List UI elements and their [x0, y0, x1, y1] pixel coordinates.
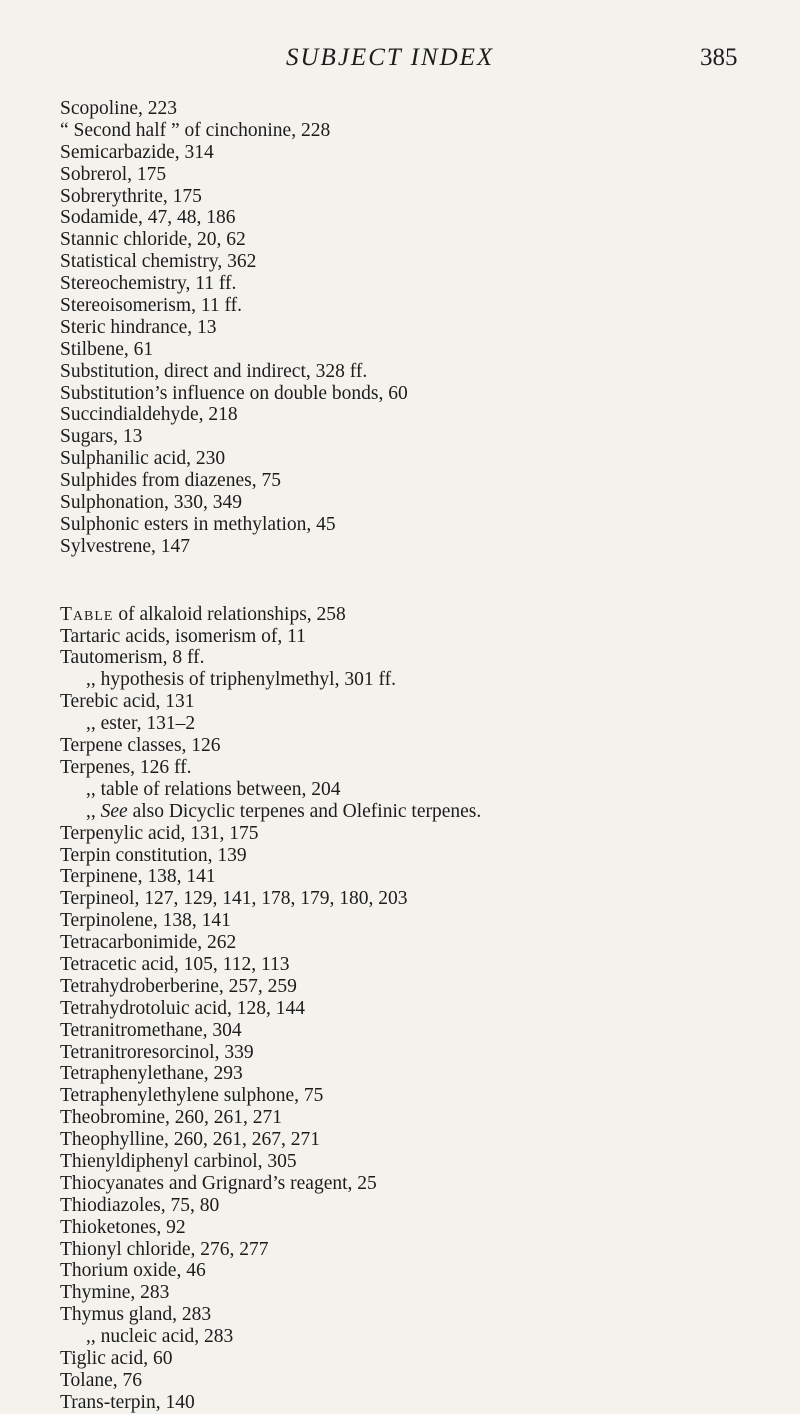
index-subentry: ,, table of relations between, 204 [86, 778, 341, 800]
index-entry: Statistical chemistry, 362 [60, 251, 257, 273]
see-reference: See [100, 800, 128, 822]
index-entries [60, 98, 790, 1414]
index-entry: Terpinolene, 138, 141 [60, 910, 231, 932]
index-entry: Stereochemistry, 11 ff. [60, 273, 237, 295]
index-subentry [60, 801, 790, 823]
small-caps-word: Table [60, 603, 114, 625]
index-entry: Tetranitromethane, 304 [60, 1019, 242, 1041]
index-entry: Sugars, 13 [60, 426, 143, 448]
index-entry: Terebic acid, 131 [60, 691, 195, 713]
index-subentry: ,, hypothesis of triphenylmethyl, 301 ff. [86, 669, 396, 691]
index-entry: Steric hindrance, 13 [60, 316, 217, 338]
index-entry: Thiocyanates and Grignard’s reagent, 25 [60, 1172, 377, 1194]
index-entry: Tetrahydroberberine, 257, 259 [60, 975, 297, 997]
index-entry: Tetraphenylethylene sulphone, 75 [60, 1085, 324, 1107]
index-entry: “ Second half ” of cinchonine, 228 [60, 119, 331, 141]
index-entry: Thioketones, 92 [60, 1216, 186, 1238]
index-entry: Thorium oxide, 46 [60, 1260, 206, 1282]
index-entry: Tetracarbonimide, 262 [60, 932, 237, 954]
index-entry: Sulphanilic acid, 230 [60, 448, 226, 470]
index-entry: Sobrerythrite, 175 [60, 185, 202, 207]
index-entry: Thiodiazoles, 75, 80 [60, 1194, 220, 1216]
index-entry: Trans-terpin, 140 [60, 1391, 195, 1413]
index-entry: Terpinene, 138, 141 [60, 866, 216, 888]
index-entry: Succindialdehyde, 218 [60, 404, 238, 426]
index-entry: Terpin constitution, 139 [60, 844, 247, 866]
index-subentry: ,, nucleic acid, 283 [86, 1326, 234, 1348]
index-entry: Scopoline, 223 [60, 98, 177, 119]
index-entry: Stilbene, 61 [60, 338, 154, 360]
index-entry: Terpineol, 127, 129, 141, 178, 179, 180, 203 [60, 888, 408, 910]
page-number: 385 [700, 44, 738, 71]
index-entry: Tolane, 76 [60, 1369, 143, 1391]
index-entry: Tetraphenylethane, 293 [60, 1063, 243, 1085]
index-entry: Terpene classes, 126 [60, 735, 221, 757]
ditto-mark: ,, [86, 800, 101, 822]
index-entry: Substitution, direct and indirect, 328 ff. [60, 360, 368, 382]
index-entry: Tautomerism, 8 ff. [60, 647, 205, 669]
index-entry: Sulphides from diazenes, 75 [60, 470, 281, 492]
index-entry: Sulphonation, 330, 349 [60, 492, 243, 514]
index-entry: Substitution’s influence on double bonds, 60 [60, 382, 408, 404]
entry-text: also Dicyclic terpenes and Olefinic terpenes. [127, 800, 482, 822]
index-entry: Semicarbazide, 314 [60, 141, 214, 163]
index-entry: Stereoisomerism, 11 ff. [60, 295, 242, 317]
index-entry: Sylvestrene, 147 [60, 535, 190, 557]
page-title: SUBJECT INDEX [286, 44, 495, 71]
index-entry: Stannic chloride, 20, 62 [60, 229, 246, 251]
index-entry [60, 604, 790, 626]
index-subentry: ,, ester, 131–2 [86, 713, 196, 735]
index-entry: Theobromine, 260, 261, 271 [60, 1107, 283, 1129]
entry-text: of alkaloid relationships, 258 [113, 603, 346, 625]
index-entry: Theophylline, 260, 261, 267, 271 [60, 1129, 320, 1151]
index-entry: Tiglic acid, 60 [60, 1347, 173, 1369]
section-gap [60, 558, 790, 604]
index-entry: Sobrerol, 175 [60, 163, 167, 185]
index-entry: Tetracetic acid, 105, 112, 113 [60, 953, 290, 975]
index-entry: Tartaric acids, isomerism of, 11 [60, 625, 306, 647]
index-entry: Thienyldiphenyl carbinol, 305 [60, 1150, 297, 1172]
index-entry: Sodamide, 47, 48, 186 [60, 207, 236, 229]
running-head [0, 44, 800, 84]
index-entry: Thymine, 283 [60, 1282, 170, 1304]
index-entry: Terpenes, 126 ff. [60, 756, 192, 778]
index-entry: Sulphonic esters in methylation, 45 [60, 513, 336, 535]
index-entry: Tetrahydrotoluic acid, 128, 144 [60, 997, 306, 1019]
index-entry: Thionyl chloride, 276, 277 [60, 1238, 269, 1260]
index-entry: Thymus gland, 283 [60, 1304, 212, 1326]
index-entry: Tetranitroresorcinol, 339 [60, 1041, 254, 1063]
index-entry: Terpenylic acid, 131, 175 [60, 822, 259, 844]
